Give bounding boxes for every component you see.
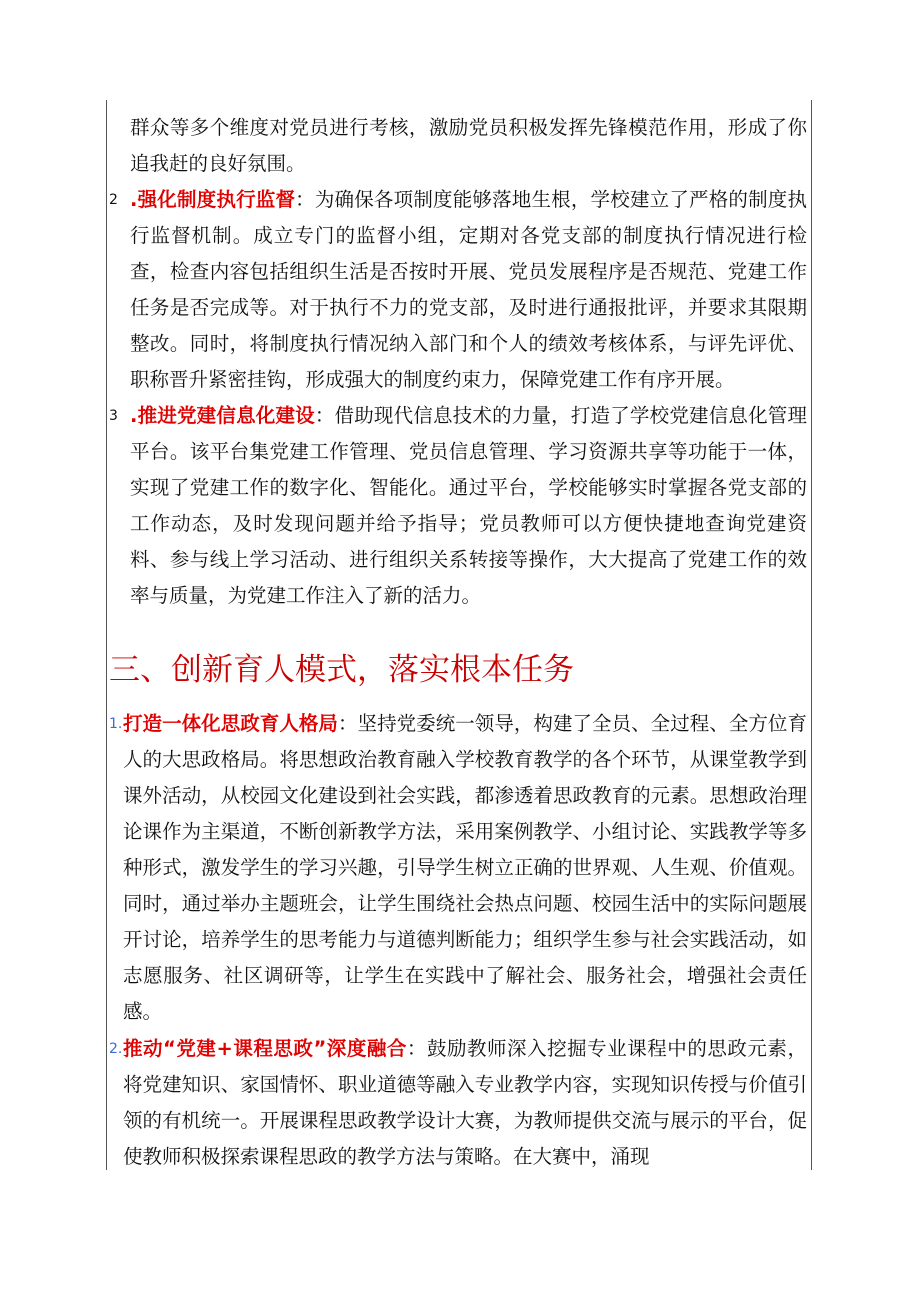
continuation-paragraph — [107, 110, 811, 182]
list-item-3 — [107, 398, 811, 614]
list-item-2 — [107, 182, 811, 398]
title-separator: ： — [295, 188, 315, 211]
list-number: 3 — [109, 408, 118, 424]
item-title: .强化制度执行监督 — [130, 188, 296, 211]
item-body: 借助现代信息技术的力量，打造了学校党建信息化管理平台。该平台集党建工作管理、党员信息管理、学习资源共享等功能于一体，实现了党建工作的数字化、智能化。通过平台，学校能够实时掌握各党支部的工作动态，及时发现问题并给予指导；党员教师可以方便快捷地查询党建资料、参与线上学习活动、进行组织关系转接等操作，大大提高了党建工作的效率与质量，为党建工作注入了新的活力。 — [130, 404, 807, 607]
title-separator: ： — [314, 404, 335, 427]
item-body: 鼓励教师深入挖掘专业课程中的思政元素，将党建知识、家国情怀、职业道德等融入专业教学内容，实现知识传授与价值引领的有机统一。开展课程思政教学设计大赛，为教师提供交流与展示的平台，促使教师积极探索课程思政的教学方法与策略。在大赛中，涌现 — [123, 1037, 807, 1168]
list-item-text — [130, 398, 807, 614]
paragraph-text: 群众等多个维度对党员进行考核，激励党员积极发挥先锋模范作用，形成了你追我赶的良好氛围。 — [130, 116, 807, 175]
item-title: .推进党建信息化建设 — [130, 404, 315, 427]
list-number: 2. — [109, 1041, 123, 1057]
item-body: 坚持党委统一领导，构建了全员、全过程、全方位育人的大思政格局。将思想政治教育融入学校教育教学的各个环节，从课堂教学到课外活动，从校园文化建设到社会实践，都渗透着思政教育的元素。思想政治理论课作为主渠道，不断创新教学方法，采用案例教学、小组讨论、实践教学等多种形式，激发学生的学习兴趣，引导学生树立正确的世界观、人生观、价值观。同时，通过举办主题班会，让学生围绕社会热点问题、校园生活中的实际问题展开讨论，培养学生的思考能力与道德判断能力；组织学生参与社会实践活动，如志愿服务、社区调研等，让学生在实践中了解社会、服务社会，增强社会责任感。 — [123, 712, 807, 1023]
title-separator: ： — [406, 1037, 427, 1060]
list-number: 1. — [109, 716, 123, 732]
title-separator: ： — [337, 712, 358, 735]
list-item-text — [130, 182, 807, 398]
list-item-text — [123, 706, 807, 1030]
list-item-s3-1 — [107, 706, 811, 1030]
section-heading: 三、创新育人模式，落实根本任务 — [109, 652, 574, 688]
item-body: 为确保各项制度能够落地生根，学校建立了严格的制度执行监督机制。成立专门的监督小组，定期对各党支部的制度执行情况进行检查，检查内容包括组织生活是否按时开展、党员发展程序是否规范、党建工作任务是否完成等。对于执行不力的党支部，及时进行通报批评，并要求其限期整改。同时，将制度执行情况纳入部门和个人的绩效考核体系，与评先评优、职称晋升紧密挂钩，形成强大的制度约束力，保障党建工作有序开展。 — [130, 188, 807, 391]
item-title: 推动“党建+课程思政”深度融合 — [123, 1037, 407, 1060]
list-item-s3-2 — [107, 1031, 811, 1175]
item-title: 打造一体化思政育人格局 — [123, 712, 338, 735]
list-item-text — [123, 1031, 807, 1175]
page-frame — [106, 100, 812, 1170]
list-number: 2 — [109, 192, 118, 208]
